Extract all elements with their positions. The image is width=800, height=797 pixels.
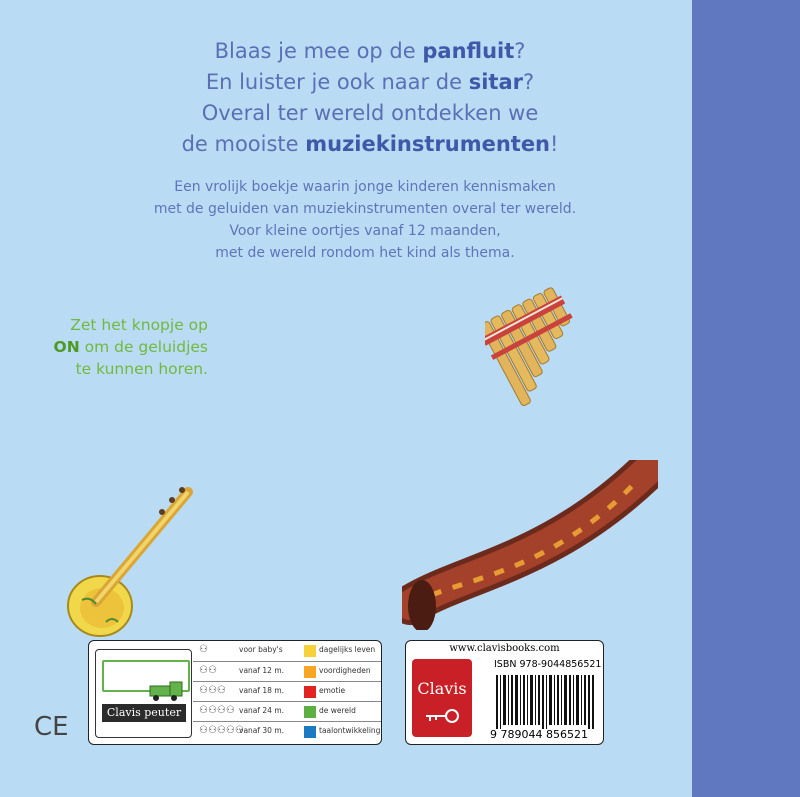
spine-edge [692,0,800,797]
table-row: ⚇ voor baby's dagelijks leven [199,644,376,655]
publisher-name: Clavis [417,679,467,698]
publisher-box [405,640,604,745]
panflute-illustration [485,282,595,424]
table-row: ⚇⚇⚇ vanaf 18 m. emotie [193,681,381,702]
ce-mark: CE [34,712,69,742]
baby-icon: ⚇⚇ [199,665,217,676]
headline: Blaas je mee op de panfluit? En luister je ook naar de sitar? Overal ter wereld ontdekken we de mooiste muziekinstrumenten! [181,39,559,156]
description: Een vrolijk boekje waarin jonge kinderen kennismaken met de geluiden van muziekinstrumenten overal ter wereld. Voor kleine oortjes vanaf 12 maanden, met de wereld rondom het kind als thema. [153,179,577,261]
clavis-logo [412,659,472,737]
sitar-illustration [62,482,202,642]
series-info-box [88,640,382,745]
category-color-swatch [304,726,316,738]
clavis-peuter-logo [95,649,192,738]
category-color-swatch [304,686,316,698]
isbn: ISBN 978-9044856521 [494,659,602,670]
category-color-swatch [304,666,316,678]
age-category-table [193,641,381,744]
baby-icon: ⚇⚇⚇⚇⚇ [199,725,244,736]
barcode [496,675,594,729]
baby-icon: ⚇⚇⚇⚇ [199,705,235,716]
table-row: ⚇⚇⚇⚇⚇ vanaf 30 m. taalontwikkeling [193,721,381,742]
table-row: ⚇⚇ vanaf 12 m. voordigheden [193,661,381,682]
series-logo-label: Clavis peuter [102,704,186,722]
baby-icon: ⚇⚇⚇ [199,685,226,696]
table-row: ⚇⚇⚇⚇ vanaf 24 m. de wereld [193,701,381,722]
publisher-url: www.clavisbooks.com [449,643,560,654]
category-color-swatch [304,645,316,657]
didgeridoo-illustration [402,460,658,630]
sound-button-tip: Zet het knopje op ON om de geluidjes te kunnen horen. [53,316,208,378]
baby-icon: ⚇ [199,644,208,655]
barcode-number: 9 789044 856521 [490,728,588,741]
category-color-swatch [304,706,316,718]
